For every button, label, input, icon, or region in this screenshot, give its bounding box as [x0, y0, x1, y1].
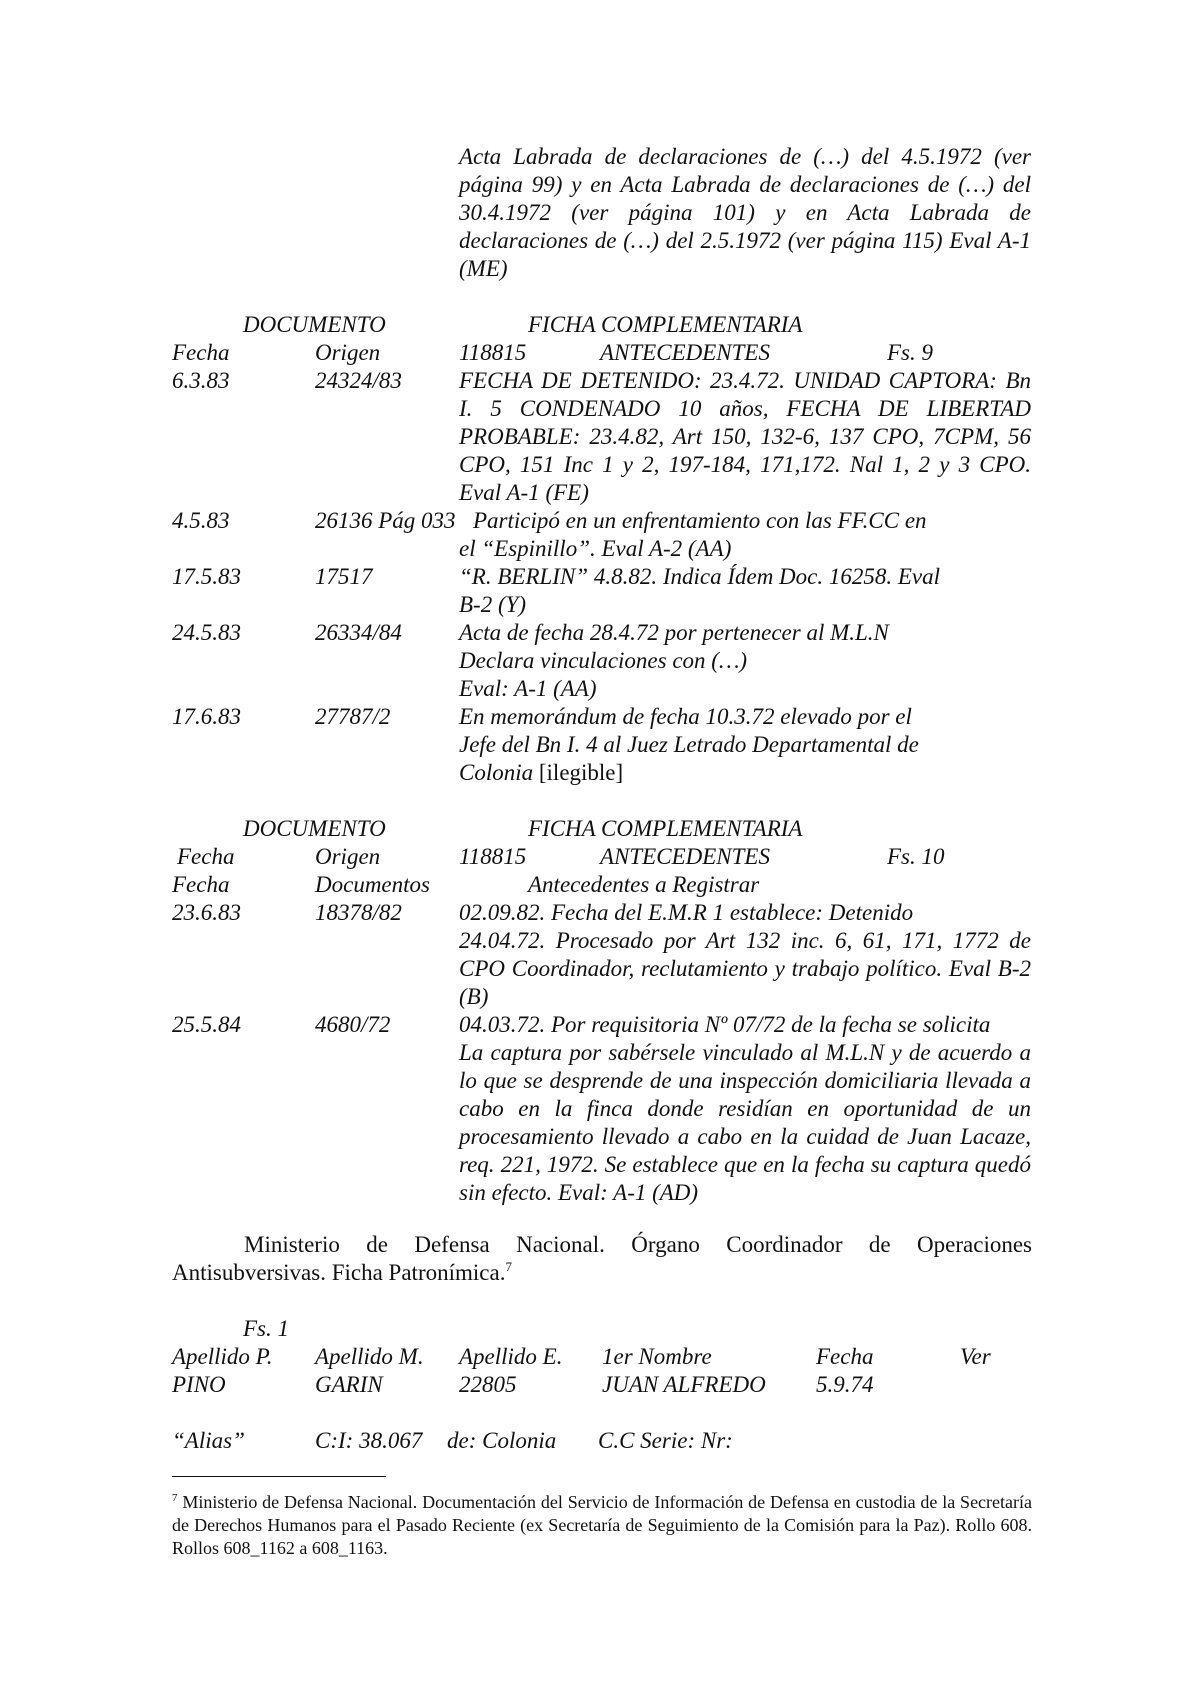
- row-text-line: [459, 759, 623, 787]
- row-text-line: En memorándum de fecha 10.3.72 elevado por el: [459, 704, 912, 729]
- block2-fecha-header: Fecha: [177, 844, 235, 869]
- row-text-line: 02.09.82. Fecha del E.M.R 1 establece: Detenido: [459, 900, 914, 925]
- ficha-value-apellido-e: 22805: [459, 1372, 517, 1397]
- ficha-header-nombre: 1er Nombre: [602, 1344, 712, 1369]
- ficha-header-fecha: Fecha: [816, 1344, 874, 1369]
- ficha-header-apellido-e: Apellido E.: [459, 1344, 563, 1369]
- ficha-cc: C.C Serie: Nr:: [598, 1428, 733, 1453]
- row-date: 24.5.83: [172, 620, 241, 645]
- ficha-value-apellido-m: GARIN: [315, 1372, 383, 1397]
- block1-origen-header: Origen: [315, 340, 381, 365]
- row-text-line: el “Espinillo”. Eval A-2 (AA): [459, 536, 732, 561]
- paragraph-text: Ministerio de Defensa Nacional. Órgano Coordinador de Operaciones Antisubversivas. Ficha Patronímica.: [172, 1232, 1032, 1285]
- ficha-de: de: Colonia: [447, 1428, 557, 1453]
- row-origin: 27787/2: [315, 704, 391, 729]
- intro-text: Acta Labrada de declaraciones de (…) del 4.5.1972 (ver página 99) y en Acta Labrada de declaraciones de (…) del 30.4.1972 (ver página 101) y en Acta Labrada de declaraciones de (…) del 2.5.1972 (ver página 115) Eval A-1 (ME): [459, 144, 1031, 281]
- footnote-number: 7: [172, 1492, 178, 1504]
- row-text: 24.04.72. Procesado por Art 132 inc. 6, 61, 171, 1772 de CPO Coordinador, reclutamiento y trabajo político. Eval B-2 (B): [459, 928, 1031, 1009]
- ficha-value-apellido-p: PINO: [172, 1372, 226, 1397]
- row-origin: 26136 Pág 033: [315, 508, 456, 533]
- block1-fs: Fs. 9: [887, 340, 933, 365]
- block1-documento-label: DOCUMENTO: [243, 312, 386, 337]
- body-paragraph: [172, 1231, 1032, 1287]
- block1-number: 118815: [459, 340, 527, 365]
- row-text-line: 04.03.72. Por requisitoria Nº 07/72 de la fecha se solicita: [459, 1012, 991, 1037]
- row-origin: 4680/72: [315, 1012, 391, 1037]
- row-origin: 24324/83: [315, 368, 402, 393]
- row-origin: 17517: [315, 564, 373, 589]
- block2-documentos-header: Documentos: [315, 872, 430, 897]
- illegible-note: [ilegible]: [538, 760, 624, 785]
- ficha-header-apellido-p: Apellido P.: [172, 1344, 273, 1369]
- row-date: 23.6.83: [172, 900, 241, 925]
- block2-ficha-label: FICHA COMPLEMENTARIA: [528, 816, 803, 841]
- block2-number: 118815: [459, 844, 527, 869]
- ficha-value-fecha: 5.9.74: [816, 1372, 874, 1397]
- ficha-alias: “Alias”: [172, 1428, 245, 1453]
- block2-fs: Fs. 10: [887, 844, 945, 869]
- block2-antecedentes-header: ANTECEDENTES: [600, 844, 770, 869]
- row-text-line: Jefe del Bn I. 4 al Juez Letrado Departamental de: [459, 732, 919, 757]
- block1-ficha-label: FICHA COMPLEMENTARIA: [528, 312, 803, 337]
- row-text-colonia: Colonia: [459, 760, 534, 785]
- ficha-value-nombre: JUAN ALFREDO: [602, 1372, 766, 1397]
- block2-fecha2-header: Fecha: [172, 872, 230, 897]
- block1-fecha-header: Fecha: [172, 340, 230, 365]
- row-date: 17.6.83: [172, 704, 241, 729]
- footnote: [172, 1491, 1032, 1560]
- row-text-line: Acta de fecha 28.4.72 por pertenecer al M.L.N: [459, 620, 889, 645]
- footnote-text: Ministerio de Defensa Nacional. Documentación del Servicio de Información de Defensa en custodia de la Secretaría de Derechos Humanos para el Pasado Reciente (ex Secretaría de Seguimiento de la Comisión para la Paz). Rollo 608. Rollos 608_1162 a 608_1163.: [172, 1492, 1033, 1558]
- footnote-separator: [172, 1476, 386, 1477]
- row-date: 17.5.83: [172, 564, 241, 589]
- row-origin: 26334/84: [315, 620, 402, 645]
- row-text-line: Declara vinculaciones con (…): [459, 648, 748, 673]
- footnote-ref[interactable]: 7: [505, 1259, 512, 1274]
- row-text-line: B-2 (Y): [459, 592, 527, 617]
- row-origin: 18378/82: [315, 900, 402, 925]
- ficha-header-ver: Ver: [960, 1344, 991, 1369]
- row-date: 4.5.83: [172, 508, 230, 533]
- ficha-ci: C:I: 38.067: [315, 1428, 423, 1453]
- block2-antecedentes-registrar-header: Antecedentes a Registrar: [528, 872, 760, 897]
- ficha-fs: Fs. 1: [243, 1316, 289, 1341]
- ficha-header-apellido-m: Apellido M.: [315, 1344, 424, 1369]
- block2-origen-header: Origen: [315, 844, 381, 869]
- block2-documento-label: DOCUMENTO: [243, 816, 386, 841]
- row-date: 6.3.83: [172, 368, 230, 393]
- block1-antecedentes-header: ANTECEDENTES: [600, 340, 770, 365]
- row-text: FECHA DE DETENIDO: 23.4.72. UNIDAD CAPTORA: Bn I. 5 CONDENADO 10 años, FECHA DE LIBERTAD PROBABLE: 23.4.82, Art 150, 132-6, 137 CPO, 7CPM, 56 CPO, 151 Inc 1 y 2, 197-184, 171,172. Nal 1, 2 y 3 CPO. Eval A-1 (FE): [459, 368, 1031, 505]
- row-text-line: “R. BERLIN” 4.8.82. Indica Ídem Doc. 16258. Eval: [459, 564, 941, 589]
- row-text-line: Eval: A-1 (AA): [459, 676, 597, 701]
- row-date: 25.5.84: [172, 1012, 241, 1037]
- row-text-line: Participó en un enfrentamiento con las FF.CC en: [473, 508, 927, 533]
- row-text: La captura por sabérsele vinculado al M.L.N y de acuerdo a lo que se desprende de una inspección domiciliaria llevada a cabo en la finca donde residían en oportunidad de un procesamiento llevado a cabo en la cuidad de Juan Lacaze, req. 221, 1972. Se establece que en la fecha su captura quedó sin efecto. Eval: A-1 (AD): [459, 1040, 1031, 1205]
